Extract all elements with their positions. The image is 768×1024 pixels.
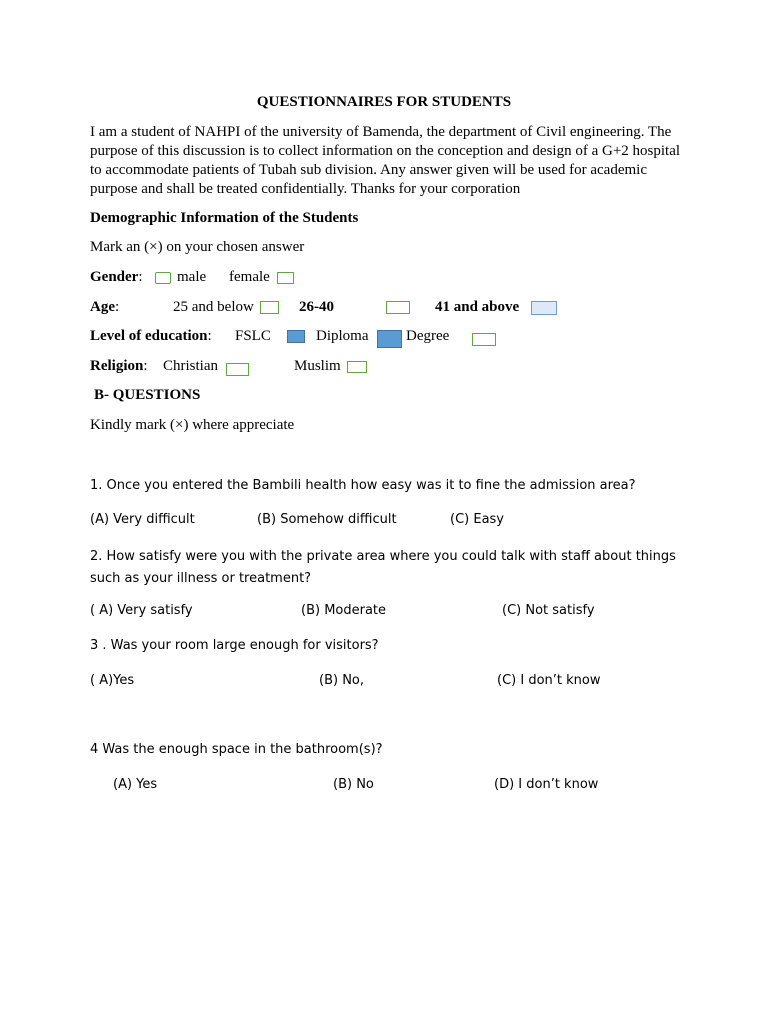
kindly-instruction: Kindly mark (×) where appreciate	[90, 417, 295, 433]
gender-female-label: female	[229, 269, 270, 285]
age-option-2-checkbox[interactable]	[386, 301, 410, 314]
question-4-option-d[interactable]: (D) I don’t know	[494, 777, 599, 792]
age-label: Age:	[90, 299, 120, 315]
education-label: Level of education:	[90, 328, 212, 344]
question-4-option-b[interactable]: (B) No	[333, 777, 374, 792]
question-2-option-c[interactable]: (C) Not satisfy	[502, 603, 595, 618]
age-option-1-checkbox[interactable]	[260, 301, 279, 314]
education-option-3-checkbox[interactable]	[472, 333, 496, 346]
age-option-3-label: 41 and above	[435, 299, 520, 315]
question-3-text: 3 . Was your room large enough for visitors?	[90, 638, 379, 653]
religion-label: Religion:	[90, 358, 148, 374]
education-option-1-checkbox[interactable]	[287, 330, 305, 343]
education-option-3-label: Degree	[406, 328, 450, 344]
gender-male-label: male	[177, 269, 207, 285]
question-1-option-c[interactable]: (C) Easy	[450, 512, 504, 527]
question-2-option-a[interactable]: ( A) Very satisfy	[90, 603, 193, 618]
intro-paragraph: I am a student of NAHPI of the university of Bamenda, the department of Civil engineering. The purpose of this discussion is to collect information on the conception and design of a G+2 hospital to accommodate patients of Tubah sub division. Any answer given will be used for academic purpose and shall be treated confidentially. Thanks for your corporation	[90, 124, 681, 197]
question-2-option-b[interactable]: (B) Moderate	[301, 603, 387, 618]
question-3-option-b[interactable]: (B) No,	[319, 673, 365, 688]
question-3-option-a[interactable]: ( A)Yes	[90, 673, 135, 688]
question-1-text: 1. Once you entered the Bambili health how easy was it to fine the admission area?	[90, 478, 636, 493]
question-1-option-a[interactable]: (A) Very difficult	[90, 512, 195, 527]
gender-label: Gender:	[90, 269, 143, 285]
education-option-2-label: Diploma	[316, 328, 369, 344]
gender-female-checkbox[interactable]	[277, 272, 294, 284]
gender-male-checkbox[interactable]	[155, 272, 171, 284]
religion-option-1-checkbox[interactable]	[226, 363, 249, 376]
education-option-1-label: FSLC	[235, 328, 271, 344]
section-b-heading: B- QUESTIONS	[94, 387, 201, 403]
age-option-2-label: 26-40	[299, 299, 334, 315]
question-1-option-b[interactable]: (B) Somehow difficult	[257, 512, 397, 527]
religion-option-1-label: Christian	[163, 358, 218, 374]
question-2-text: 2. How satisfy were you with the private area where you could talk with staff about things such as your illness or treatment?	[90, 549, 676, 586]
demographic-heading: Demographic Information of the Students	[90, 210, 359, 226]
religion-option-2-label: Muslim	[294, 358, 341, 374]
question-3-option-c[interactable]: (C) I don’t know	[497, 673, 601, 688]
age-option-1-label: 25 and below	[173, 299, 254, 315]
age-option-3-checkbox[interactable]	[531, 301, 557, 315]
document-title: QUESTIONNAIRES FOR STUDENTS	[256, 94, 512, 110]
education-option-2-checkbox[interactable]	[377, 330, 402, 348]
mark-instruction: Mark an (×) on your chosen answer	[90, 239, 305, 255]
question-4-text: 4 Was the enough space in the bathroom(s)?	[90, 742, 383, 757]
question-4-option-a[interactable]: (A) Yes	[113, 777, 158, 792]
religion-option-2-checkbox[interactable]	[347, 361, 367, 373]
